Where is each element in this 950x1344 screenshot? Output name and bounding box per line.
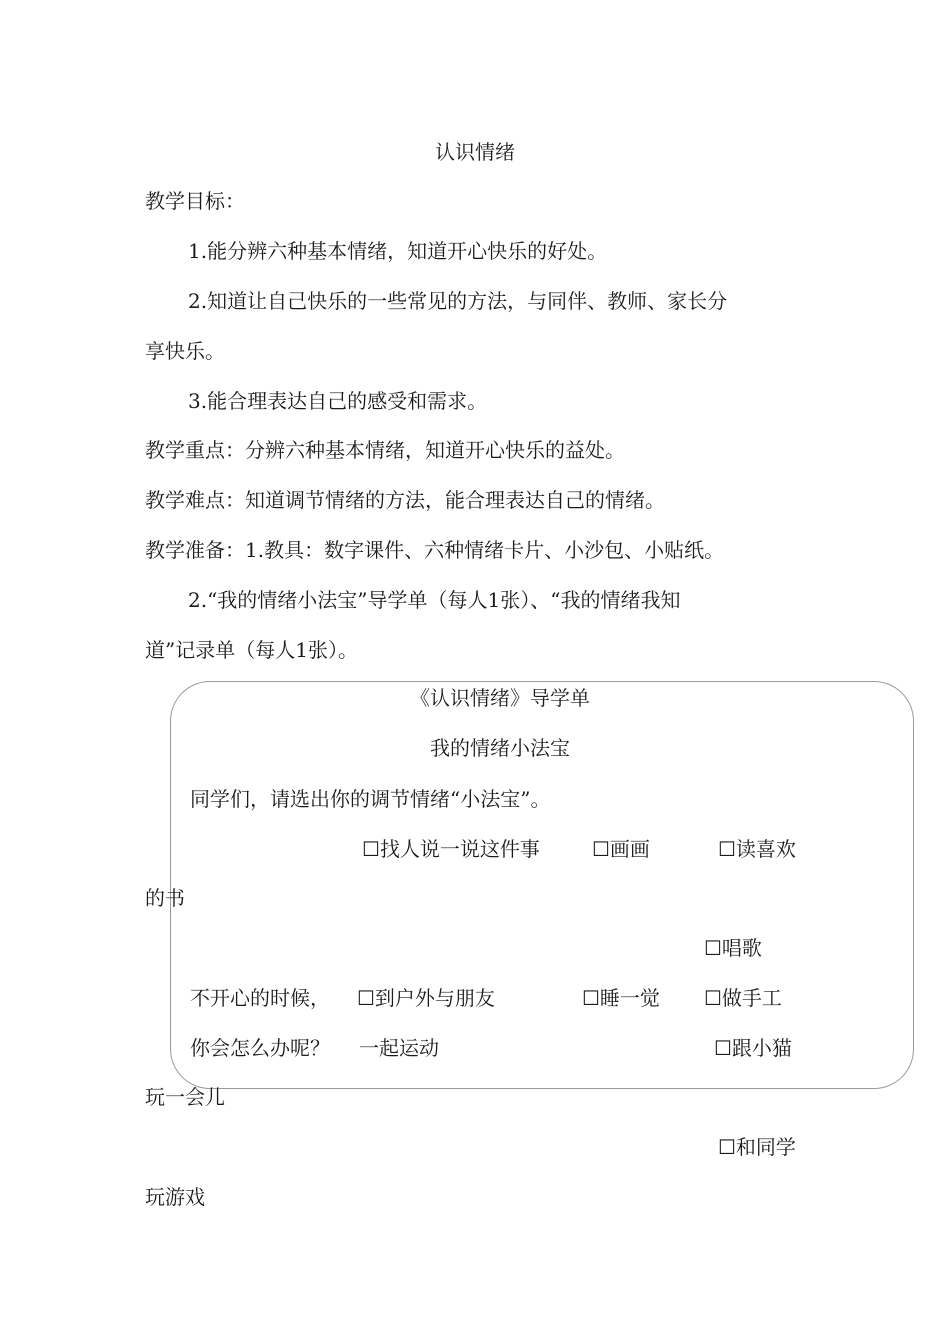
document-title: 认识情绪 xyxy=(435,140,515,164)
worksheet-instruction: 同学们，请选出你的调节情绪“小法宝”。 xyxy=(190,787,551,811)
question-line1: 不开心的时候， xyxy=(190,986,330,1010)
option-cat: ☐跟小猫 xyxy=(714,1036,792,1060)
objective-1: 1.能分辨六种基本情绪，知道开心快乐的好处。 xyxy=(188,239,608,263)
option-sing: ☐唱歌 xyxy=(704,936,762,960)
preparation-1: 教学准备：1.教具：数字课件、六种情绪卡片、小沙包、小贴纸。 xyxy=(145,538,725,562)
worksheet-subtitle: 我的情绪小法宝 xyxy=(430,736,570,760)
objective-3: 3.能合理表达自己的感受和需求。 xyxy=(188,389,488,413)
worksheet-title: 《认识情绪》导学单 xyxy=(410,686,590,710)
option-draw: ☐画画 xyxy=(592,837,650,861)
option-read: ☐读喜欢 xyxy=(718,837,796,861)
key-points: 教学重点：分辨六种基本情绪，知道开心快乐的益处。 xyxy=(145,438,625,462)
preparation-2-line1: 2.“我的情绪小法宝”导学单（每人1张）、“我的情绪我知 xyxy=(188,588,681,612)
option-talk: ☐找人说一说这件事 xyxy=(362,837,540,861)
objective-2-line1: 2.知道让自己快乐的一些常见的方法，与同伴、教师、家长分 xyxy=(188,289,728,313)
option-outdoor: ☐到户外与朋友 xyxy=(357,986,495,1010)
preparation-2-line2: 道”记录单（每人1张）。 xyxy=(145,638,358,662)
option-read-cont: 的书 xyxy=(145,886,185,910)
option-classmate-cont: 玩游戏 xyxy=(145,1185,205,1209)
difficulties: 教学难点：知道调节情绪的方法，能合理表达自己的情绪。 xyxy=(145,488,665,512)
question-line2: 你会怎么办呢？ xyxy=(190,1036,330,1060)
objective-2-line2: 享快乐。 xyxy=(145,339,225,363)
option-craft: ☐做手工 xyxy=(704,986,782,1010)
option-classmate: ☐和同学 xyxy=(718,1135,796,1159)
option-outdoor-cont: 一起运动 xyxy=(359,1036,439,1060)
option-cat-cont: 玩一会儿 xyxy=(145,1085,225,1109)
option-sleep: ☐睡一觉 xyxy=(582,986,660,1010)
objectives-label: 教学目标： xyxy=(145,189,245,213)
